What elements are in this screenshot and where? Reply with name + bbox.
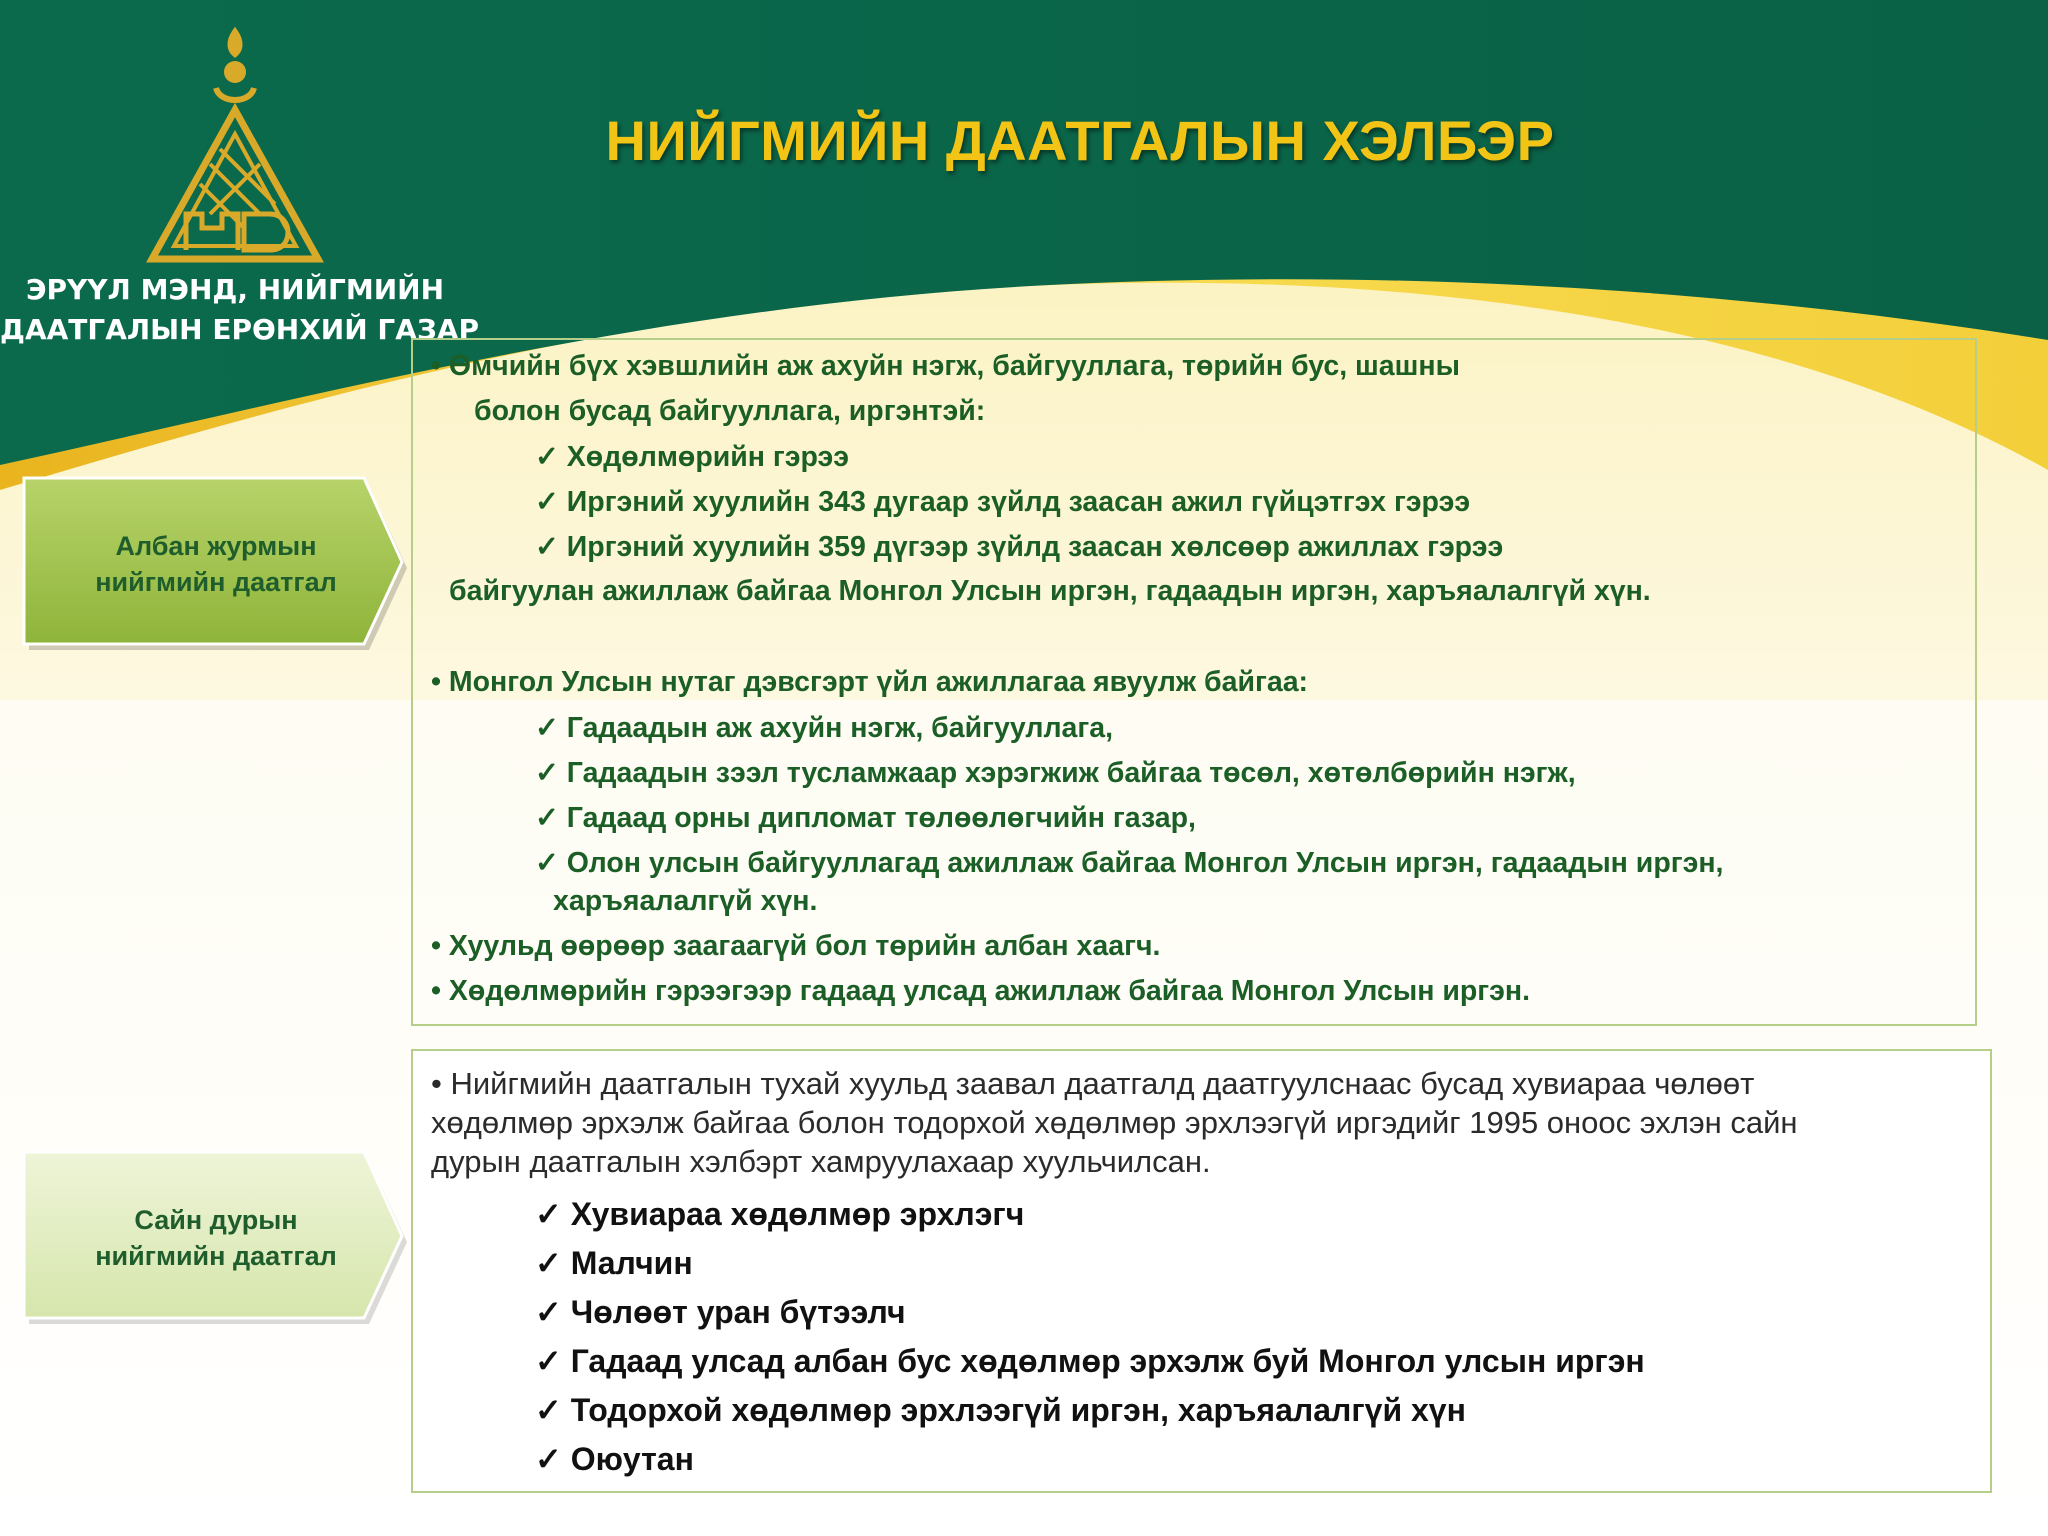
soyombo-nd-logo-icon: [140, 14, 330, 264]
list-item: ✓ Тодорхой хөдөлмөр эрхлээгүй иргэн, харъяалалгүй хүн: [535, 1392, 1466, 1428]
list-item: ✓ Оюутан: [535, 1441, 694, 1477]
organization-name: [0, 270, 480, 350]
list-item: байгуулан ажиллаж байгаа Монгол Улсын иргэн, гадаадын иргэн, харъяалалгүй хүн.: [449, 575, 1651, 607]
list-item: • Өмчийн бүх хэвшлийн аж ахуйн нэгж, байгууллага, төрийн бус, шашны: [431, 350, 1460, 382]
voluntary-insurance-arrow: [22, 1148, 410, 1328]
mandatory-label-line2: нийгмийн даатгал: [95, 567, 337, 597]
paragraph-line: • Нийгмийн даатгалын тухай хуульд заавал даатгалд даатгуулснаас бусад хувиараа чөлөөт: [431, 1066, 1755, 1101]
list-item: ✓ Чөлөөт уран бүтээлч: [535, 1294, 906, 1330]
list-item: • Хөдөлмөрийн гэрээгээр гадаад улсад ажиллаж байгаа Монгол Улсын иргэн.: [431, 975, 1531, 1007]
list-item: ✓ Малчин: [535, 1245, 693, 1281]
list-item: болон бусад байгууллага, иргэнтэй:: [474, 395, 986, 427]
list-item: ✓ Хувиараа хөдөлмөр эрхлэгч: [535, 1196, 1025, 1232]
mandatory-label-line1: Албан журмын: [115, 531, 317, 561]
list-item: ✓ Гадаадын зээл тусламжаар хэрэгжиж байгаа төсөл, хөтөлбөрийн нэгж,: [535, 757, 1576, 789]
voluntary-label-line2: нийгмийн даатгал: [95, 1241, 337, 1271]
list-item: харъяалалгүй хүн.: [553, 885, 818, 917]
organization-name-line1: ЭРҮҮЛ МЭНД, НИЙГМИЙН: [25, 273, 445, 306]
mandatory-insurance-arrow: [22, 474, 410, 654]
paragraph-line: дурын даатгалын хэлбэрт хамруулахаар хуульчилсан.: [431, 1144, 1211, 1179]
organization-name-line2: ДААТГАЛЫН ЕРӨНХИЙ ГАЗАР: [0, 313, 480, 346]
list-item: ✓ Гадаад улсад албан бус хөдөлмөр эрхэлж буй Монгол улсын иргэн: [535, 1343, 1645, 1379]
list-item: ✓ Иргэний хуулийн 343 дугаар зүйлд заасан ажил гүйцэтгэх гэрээ: [535, 486, 1471, 518]
list-item: ✓ Гадаадын аж ахуйн нэгж, байгууллага,: [535, 712, 1114, 744]
voluntary-label-line1: Сайн дурын: [134, 1205, 298, 1235]
list-item: • Хуульд өөрөөр заагаагүй бол төрийн албан хаагч.: [431, 930, 1161, 962]
list-item: ✓ Гадаад орны дипломат төлөөлөгчийн газар,: [535, 802, 1196, 834]
paragraph-line: хөдөлмөр эрхэлж байгаа болон тодорхой хөдөлмөр эрхлээгүй иргэдийг 1995 оноос эхлэн сайн: [431, 1105, 1798, 1140]
list-item: • Монгол Улсын нутаг дэвсгэрт үйл ажиллагаа явуулж байгаа:: [431, 666, 1309, 698]
list-item: ✓ Иргэний хуулийн 359 дүгээр зүйлд заасан хөлсөөр ажиллах гэрээ: [535, 531, 1504, 563]
list-item: ✓ Хөдөлмөрийн гэрээ: [535, 441, 850, 473]
list-item: ✓ Олон улсын байгууллагад ажиллаж байгаа Монгол Улсын иргэн, гадаадын иргэн,: [535, 847, 1724, 879]
page-title: НИЙГМИЙН ДААТГАЛЫН ХЭЛБЭР: [605, 109, 1555, 172]
